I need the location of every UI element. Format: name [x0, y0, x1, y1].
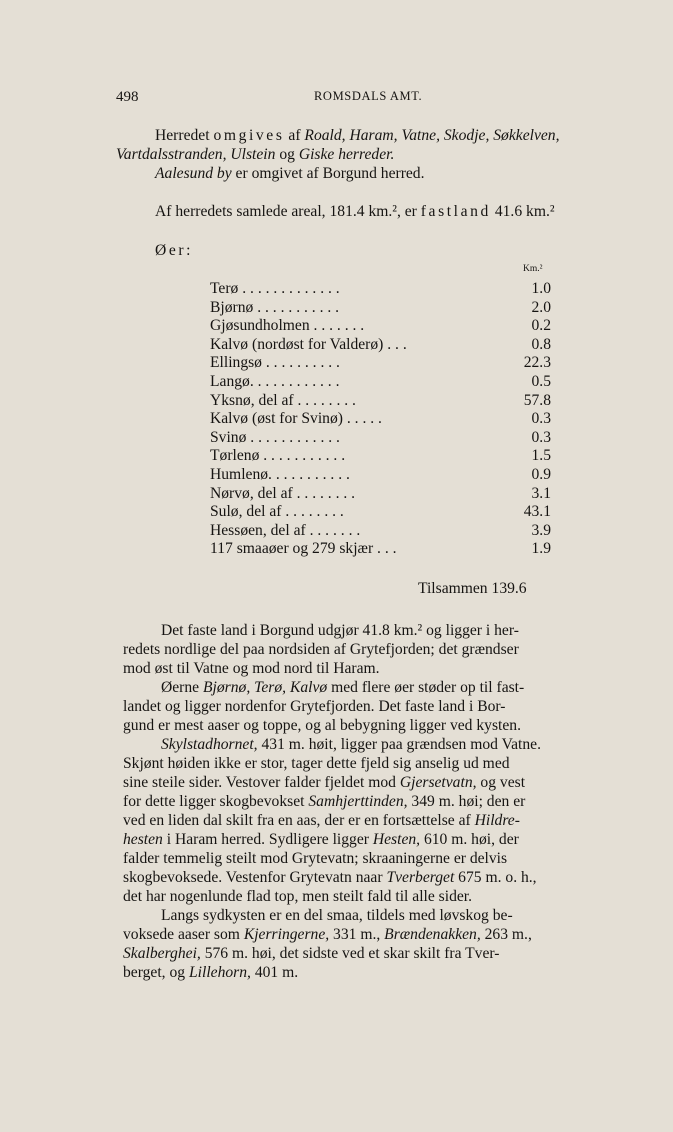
intro-line-1: Herredet omgives af Roald, Haram, Vatne, Skodje, Søkkelven,: [155, 127, 560, 144]
body-line: voksede aaser som Kjerringerne, 331 m., Brændenakken, 263 m.,: [123, 926, 532, 943]
intro-line-2: Vartdalsstranden, Ulstein og Giske herreder.: [116, 146, 395, 163]
table-row: Tørlenø . . . . . . . . . . . 1.5: [210, 447, 551, 465]
body-line: berget, og Lillehorn, 401 m.: [123, 964, 299, 981]
body-line: Skylstadhornet, 431 m. høit, ligger paa grændsen mod Vatne.: [161, 736, 541, 753]
body-line: Det faste land i Borgund udgjør 41.8 km.² og ligger i her-: [161, 622, 519, 639]
table-row: Terø . . . . . . . . . . . . . 1.0: [210, 280, 551, 297]
body-line: hesten i Haram herred. Sydligere ligger Hesten, 610 m. høi, der: [123, 831, 519, 848]
table-row: Humlenø. . . . . . . . . . . 0.9: [210, 466, 551, 483]
body-line: skogbevoksede. Vestenfor Grytevatn naar Tverberget 675 m. o. h.,: [123, 869, 537, 886]
table-row: 117 smaaøer og 279 skjær . . . 1.9: [210, 540, 551, 558]
table-row: Sulø, del af . . . . . . . . 43.1: [210, 503, 551, 521]
body-line: mod øst til Vatne og mod nord til Haram.: [123, 660, 380, 677]
table-row: Kalvø (øst for Svinø) . . . . . 0.3: [210, 410, 551, 428]
islands-unit: Km.²: [523, 264, 543, 274]
table-row: Gjøsundholmen . . . . . . . 0.2: [210, 317, 551, 335]
body-line: sine steile sider. Vestover falder fjeldet mod Gjersetvatn, og vest: [123, 774, 526, 791]
intro-line-3: Aalesund by er omgivet af Borgund herred.: [155, 165, 425, 182]
table-row: Yksnø, del af . . . . . . . . 57.8: [210, 391, 551, 409]
body-line: Skalberghei, 576 m. høi, det sidste ved et skar skilt fra Tver-: [123, 945, 500, 962]
body-line: gund er mest aaser og toppe, og al bebygning ligger ved kysten.: [123, 717, 521, 734]
table-row: Svinø . . . . . . . . . . . . 0.3: [210, 428, 551, 446]
body-line: landet og ligger nordenfor Grytefjorden. Det faste land i Bor-: [123, 698, 506, 715]
body-line: det har nogenlunde flad top, men steilt fald til alle sider.: [123, 888, 473, 905]
table-row: Hessøen, del af . . . . . . . 3.9: [210, 521, 551, 539]
area-line: Af herredets samlede areal, 181.4 km.², er fastland 41.6 km.²: [155, 203, 555, 220]
body-line: Skjønt høiden ikke er stor, tager dette fjeld sig anselig ud med: [123, 755, 510, 772]
body-line: Øerne Bjørnø, Terø, Kalvø med flere øer støder op til fast-: [161, 679, 525, 696]
body-line: for dette ligger skogbevokset Samhjerttinden, 349 m. høi; den er: [123, 793, 526, 810]
islands-total: Tilsammen 139.6: [418, 580, 527, 597]
table-row: Bjørnø . . . . . . . . . . . 2.0: [210, 298, 551, 316]
table-row: Kalvø (nordøst for Valderø) . . . 0.8: [210, 335, 551, 353]
body-line: falder temmelig steilt mod Grytevatn; skraaningerne er delvis: [123, 850, 508, 867]
table-row: Nørvø, del af . . . . . . . . 3.1: [210, 484, 551, 502]
page-number: 498: [116, 89, 139, 105]
running-head: ROMSDALS AMT.: [314, 89, 423, 103]
body-line: Langs sydkysten er en del smaa, tildels med løvskog be-: [161, 907, 513, 924]
islands-heading: Øer:: [155, 242, 194, 259]
table-row: Ellingsø . . . . . . . . . . 22.3: [210, 354, 551, 372]
body-line: redets nordlige del paa nordsiden af Grytefjorden; det grændser: [123, 641, 519, 658]
body-line: ved en liden dal skilt fra en aas, der er en fortsættelse af Hildre-: [123, 812, 520, 829]
table-row: Langø. . . . . . . . . . . . 0.5: [210, 373, 551, 390]
